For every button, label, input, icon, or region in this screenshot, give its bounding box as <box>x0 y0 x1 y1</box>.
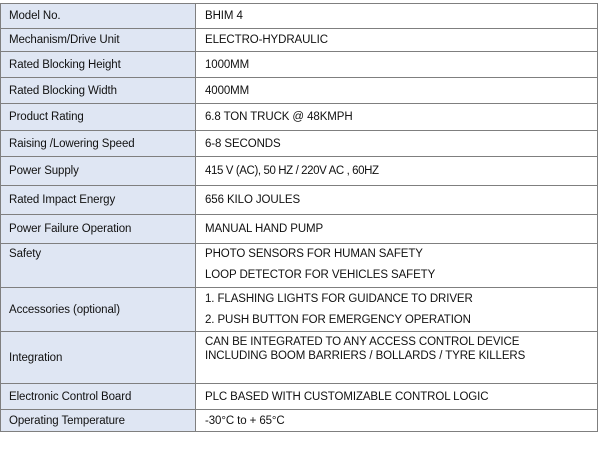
accessory-line: 2. PUSH BUTTON FOR EMERGENCY OPERATION <box>205 314 471 326</box>
row-label-power-failure: Power Failure Operation <box>1 215 196 244</box>
row-value-control-board: PLC BASED WITH CUSTOMIZABLE CONTROL LOGIC <box>196 384 598 410</box>
safety-line: PHOTO SENSORS FOR HUMAN SAFETY <box>205 248 423 260</box>
table-row <box>1 131 598 157</box>
table-row <box>1 157 598 186</box>
row-value-blocking-width: 4000MM <box>196 78 598 104</box>
row-value-operating-temp: -30°C to + 65°C <box>196 410 598 432</box>
row-label-power-supply: Power Supply <box>1 157 196 186</box>
row-label-operating-temp: Operating Temperature <box>1 410 196 432</box>
table-row <box>1 244 598 288</box>
table-row <box>1 78 598 104</box>
row-label-product-rating: Product Rating <box>1 104 196 131</box>
table-row <box>1 4 598 29</box>
row-label-blocking-width: Rated Blocking Width <box>1 78 196 104</box>
row-label-raising-speed: Raising /Lowering Speed <box>1 131 196 157</box>
row-value-model-no: BHIM 4 <box>196 4 598 29</box>
row-label-impact-energy: Rated Impact Energy <box>1 186 196 215</box>
row-value-power-supply: 415 V (AC), 50 HZ / 220V AC , 60HZ <box>196 157 598 186</box>
row-value-product-rating: 6.8 TON TRUCK @ 48KMPH <box>196 104 598 131</box>
row-label-integration: Integration <box>1 332 196 384</box>
row-value-integration <box>196 332 598 384</box>
row-value-blocking-height: 1000MM <box>196 52 598 78</box>
specification-table <box>0 3 598 432</box>
row-value-mechanism: ELECTRO-HYDRAULIC <box>196 29 598 52</box>
row-value-power-failure: MANUAL HAND PUMP <box>196 215 598 244</box>
row-label-mechanism: Mechanism/Drive Unit <box>1 29 196 52</box>
row-label-blocking-height: Rated Blocking Height <box>1 52 196 78</box>
row-label-model-no: Model No. <box>1 4 196 29</box>
safety-line: LOOP DETECTOR FOR VEHICLES SAFETY <box>205 269 436 281</box>
table-row <box>1 332 598 384</box>
table-row <box>1 288 598 332</box>
integration-line: INCLUDING BOOM BARRIERS / BOLLARDS / TYRE KILLERS <box>205 350 526 362</box>
table-row <box>1 410 598 432</box>
table-row <box>1 29 598 52</box>
row-value-safety <box>196 244 598 288</box>
row-value-raising-speed: 6-8 SECONDS <box>196 131 598 157</box>
row-value-impact-energy: 656 KILO JOULES <box>196 186 598 215</box>
table-row <box>1 384 598 410</box>
table-row <box>1 186 598 215</box>
table-row <box>1 52 598 78</box>
accessory-line: 1. FLASHING LIGHTS FOR GUIDANCE TO DRIVER <box>205 293 473 305</box>
table-row <box>1 104 598 131</box>
row-label-safety: Safety <box>1 244 196 288</box>
row-label-accessories: Accessories (optional) <box>1 288 196 332</box>
table-row <box>1 215 598 244</box>
row-label-control-board: Electronic Control Board <box>1 384 196 410</box>
row-value-accessories <box>196 288 598 332</box>
integration-line: CAN BE INTEGRATED TO ANY ACCESS CONTROL DEVICE <box>205 336 520 348</box>
